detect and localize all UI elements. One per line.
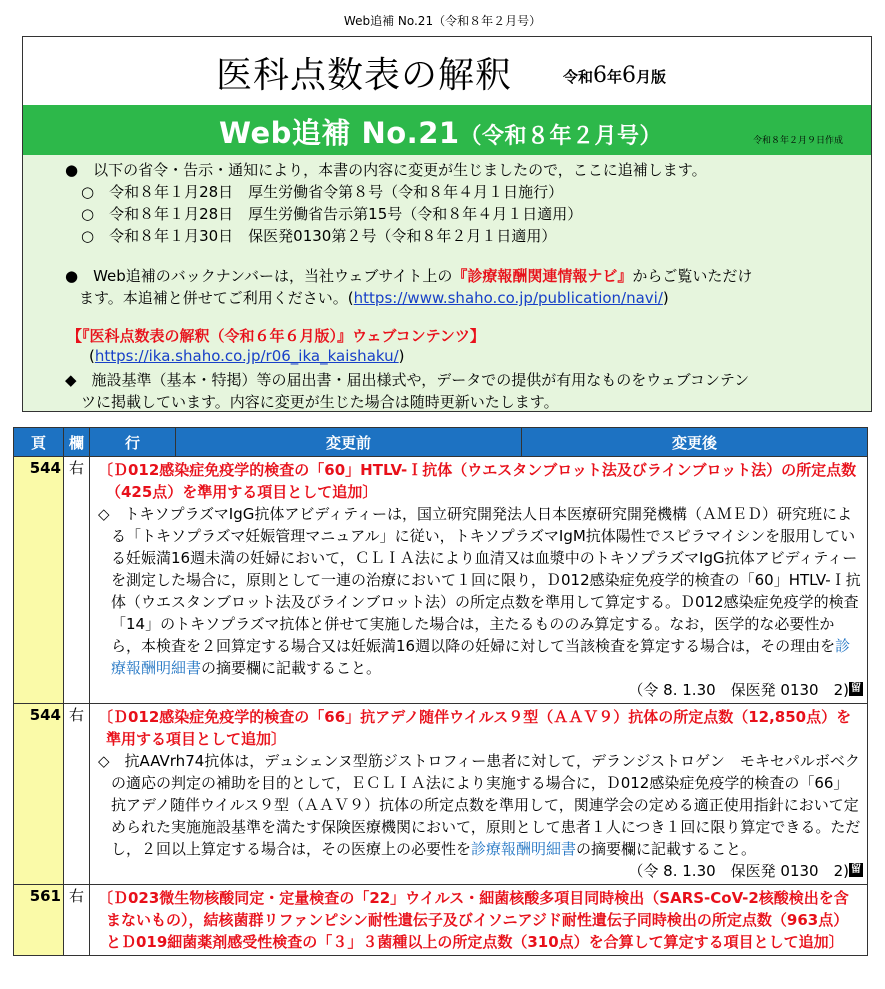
changes-table — [13, 427, 868, 956]
receipt-link: 診療報酬明細書 — [471, 840, 577, 858]
supplement-banner — [23, 105, 871, 155]
row-title: 〔Ｄ012感染症免疫学的検査の「60」HTLV-Ｉ抗体（ウエスタンブロット法及びラインブロット法）の所定点数（425点）を準用する項目として追加〕 — [98, 461, 857, 501]
web-content-heading: 【『医科点数表の解釈（令和６年６月版）』ウェブコンテンツ】 — [67, 327, 485, 345]
row-column: 右 — [64, 457, 90, 704]
row-title: 〔Ｄ012感染症免疫学的検査の「66」抗アデノ随伴ウイルス９型（ＡＡＶ９）抗体の所定点数（12,850点）を準用する項目として追加〕 — [98, 708, 852, 748]
notice-panel — [23, 155, 871, 411]
table-row — [14, 704, 868, 885]
header-column: 欄 — [64, 428, 90, 457]
notice-mark-icon: 留 — [851, 683, 861, 694]
web-content-desc: ◆ 施設基準（基本・特掲）等の届出書・届出様式や，データでの提供が有用なものをウェブコンテン — [65, 371, 750, 389]
backnumber-text: ● Web追補のバックナンバーは，当社ウェブサイト上の『診療報酬関連情報ナビ』からご覧いただけ — [65, 267, 753, 285]
notice-item: ○ 令和８年１月28日 厚生労働省令第８号（令和８年４月１日施行） — [81, 183, 564, 201]
row-body: ◇ トキソプラズマIgG抗体アビディティーは，国立研究開発法人日本医療研究開発機構（ＡＭＥＤ）研究班による「トキソプラズマ妊娠管理マニュアル」に従い，トキソプラズマIgM抗体陽性でスピラマイシンを服用している妊娠満16週未満の妊婦において，ＣＬＩＡ法により血清又は血漿中のトキソプラズマIgG抗体アビディティーを測定した場合に，原則として一連の治療において１回に限り，Ｄ012感染症免疫学的検査の「60」HTLV-Ｉ抗体（ウエスタンブロット法及びラインブロット法）の所定点数を準用して算定する。Ｄ012感染症免疫学的検査「14」のトキソプラズマ抗体と併せて実施した場合は，主たるもののみ算定する。なお，医学的な必要性から，本検査を２回算定する場合又は妊娠満16週以降の妊婦に対して当該検査を算定する場合は，その理由を診療報酬明細書の摘要欄に記載すること。 — [98, 505, 861, 677]
supplement-title: Web追補 No.21（令和８年２月号） — [219, 116, 663, 150]
web-content-url-link[interactable]: https://ika.shaho.co.jp/r06_ika_kaishaku/ — [94, 347, 399, 365]
row-column: 右 — [64, 704, 90, 885]
web-content-url-line: (https://ika.shaho.co.jp/r06_ika_kaishaku/) — [89, 347, 405, 365]
page-caption: Web追補 No.21（令和８年２月号） — [343, 14, 542, 28]
header-line: 行 — [90, 428, 176, 457]
row-content — [90, 885, 868, 956]
header-after: 変更後 — [522, 428, 868, 457]
table-row — [14, 885, 868, 956]
book-title: 医科点数表の解釈 — [216, 55, 513, 96]
notice-item: ○ 令和８年１月28日 厚生労働省告示第15号（令和８年４月１日適用） — [81, 205, 583, 223]
row-content — [90, 704, 868, 885]
receipt-link: 診療報酬明細書 — [111, 637, 851, 677]
backnumber-link[interactable]: 『診療報酬関連情報ナビ』 — [452, 267, 633, 285]
header-before: 変更前 — [176, 428, 522, 457]
row-title: 〔Ｄ023微生物核酸同定・定量検査の「22」ウイルス・細菌核酸多項目同時検出（SARS-CoV-2核酸検出を含まないもの），結核菌群リファンピシン耐性遺伝子及びイソニアジド耐性遺伝子同時検出の所定点数（963点）とＤ019細菌薬剤感受性検査の「３」３菌種以上の所定点数（310点）を合算して算定する項目として追加〕 — [98, 889, 849, 951]
edition-label: 令和6年6月版 — [563, 63, 667, 88]
row-reference: （令 8. 1.30 保医発 0130 2) 留 — [628, 862, 861, 880]
row-column: 右 — [64, 885, 90, 956]
row-page: 544 — [14, 457, 64, 704]
table-header-row — [14, 428, 868, 457]
title-row — [23, 37, 871, 105]
row-body: ◇ 抗AAVrh74抗体は，デュシェンヌ型筋ジストロフィー患者に対して，デランジストロゲン モキセパルボベクの適応の判定の補助を目的として，ＥＣＬＩＡ法により実施する場合に，Ｄ012感染症免疫学的検査の「66」抗アデノ随伴ウイルス９型（ＡＡＶ９）抗体の所定点数を準用して，関連学会の定める適正使用指針において定められた実施施設基準を満たす保険医療機関において，原則として患者１人につき１回に限り算定できる。ただし，２回以上算定する場合は，その医療上の必要性を診療報酬明細書の摘要欄に記載すること。 — [98, 752, 861, 858]
header-page: 頁 — [14, 428, 64, 457]
header-box — [22, 36, 872, 412]
notice-intro: ● 以下の省令・告示・通知により，本書の内容に変更が生じましたので，ここに追補します。 — [65, 161, 707, 179]
table-row — [14, 457, 868, 704]
backnumber-text-2: ます。本追補と併せてご利用ください。(https://www.shaho.co.jp/publication/navi/) — [79, 289, 669, 307]
notice-item: ○ 令和８年１月30日 保医発0130第２号（令和８年２月１日適用） — [81, 227, 557, 245]
web-content-desc-2: ツに掲載しています。内容に変更が生じた場合は随時更新いたします。 — [81, 393, 559, 411]
row-page: 544 — [14, 704, 64, 885]
notice-mark-icon: 留 — [851, 864, 861, 875]
created-date: 令和８年２月９日作成 — [752, 136, 843, 146]
row-content — [90, 457, 868, 704]
row-reference: （令 8. 1.30 保医発 0130 2) 留 — [628, 681, 861, 699]
row-page: 561 — [14, 885, 64, 956]
backnumber-url-link[interactable]: https://www.shaho.co.jp/publication/navi/ — [353, 289, 663, 307]
